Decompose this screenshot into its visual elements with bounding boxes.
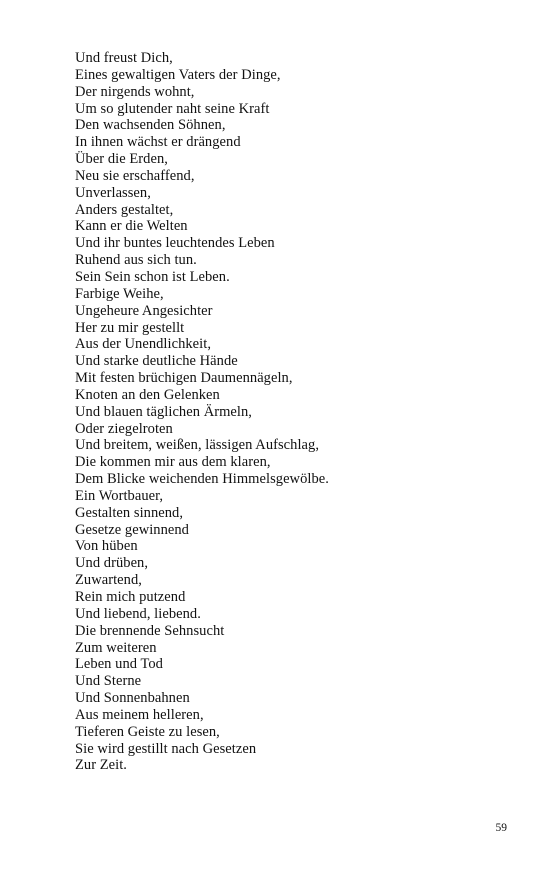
poem-line: Knoten an den Gelenken <box>75 386 220 403</box>
poem-line: Her zu mir gestellt <box>75 319 185 336</box>
poem-line: Und starke deutliche Hände <box>75 353 238 370</box>
poem-line: Neu sie erschaffend, <box>75 167 195 184</box>
poem-text <box>75 50 505 774</box>
poem-line: Ein Wortbauer, <box>75 487 164 504</box>
poem-line: Eines gewaltigen Vaters der Dinge, <box>75 66 281 83</box>
page-number: 59 <box>495 822 507 834</box>
poem-line: Über die Erden, <box>75 151 168 168</box>
poem-line: Die brennende Sehnsucht <box>75 622 225 639</box>
poem-line: Zur Zeit. <box>75 757 127 774</box>
poem-line: Zuwartend, <box>75 572 142 589</box>
poem-line: Sie wird gestillt nach Gesetzen <box>75 740 257 757</box>
poem-line: Ungeheure Angesichter <box>75 302 213 319</box>
poem-line: Leben und Tod <box>75 656 163 673</box>
poem-line: In ihnen wächst er drängend <box>75 134 241 151</box>
poem-line: Zum weiteren <box>75 639 157 656</box>
poem-line: Und Sonnenbahnen <box>75 690 190 707</box>
poem-line: Sein Sein schon ist Leben. <box>75 268 230 285</box>
poem-line: Rein mich putzend <box>75 589 186 605</box>
poem-line: Und blauen täglichen Ärmeln, <box>75 403 252 420</box>
poem-line: Gesetze gewinnend <box>75 521 189 538</box>
poem-line: Und freust Dich, <box>75 50 173 66</box>
poem-line: Und drüben, <box>75 555 149 572</box>
poem-line: Aus der Unendlichkeit, <box>75 336 211 353</box>
poem-line: Mit festen brüchigen Daumennägeln, <box>75 370 293 387</box>
poem-line: Anders gestaltet, <box>75 201 174 218</box>
poem-line: Der nirgends wohnt, <box>75 83 195 100</box>
poem-line: Und liebend, liebend. <box>75 605 201 622</box>
poem-line: Und Sterne <box>75 673 142 690</box>
poem-line: Farbige Weihe, <box>75 285 164 302</box>
poem-line: Und breitem, weißen, lässigen Aufschlag, <box>75 437 320 454</box>
poem-line: Unverlassen, <box>75 184 151 201</box>
poem-line: Die kommen mir aus dem klaren, <box>75 454 271 471</box>
poem-line: Tieferen Geiste zu lesen, <box>75 723 220 740</box>
poem-line: Um so glutender naht seine Kraft <box>75 100 270 117</box>
poem-line: Von hüben <box>75 538 138 555</box>
poem-line: Gestalten sinnend, <box>75 504 184 521</box>
poem-line: Und ihr buntes leuchtendes Leben <box>75 235 275 252</box>
poem-line: Dem Blicke weichenden Himmelsgewölbe. <box>75 471 329 488</box>
poem-line: Oder ziegelroten <box>75 420 173 437</box>
poem-line: Den wachsenden Söhnen, <box>75 117 226 134</box>
poem-line: Aus meinem helleren, <box>75 706 204 723</box>
poem-line: Kann er die Welten <box>75 218 188 235</box>
poem-line: Ruhend aus sich tun. <box>75 252 197 269</box>
